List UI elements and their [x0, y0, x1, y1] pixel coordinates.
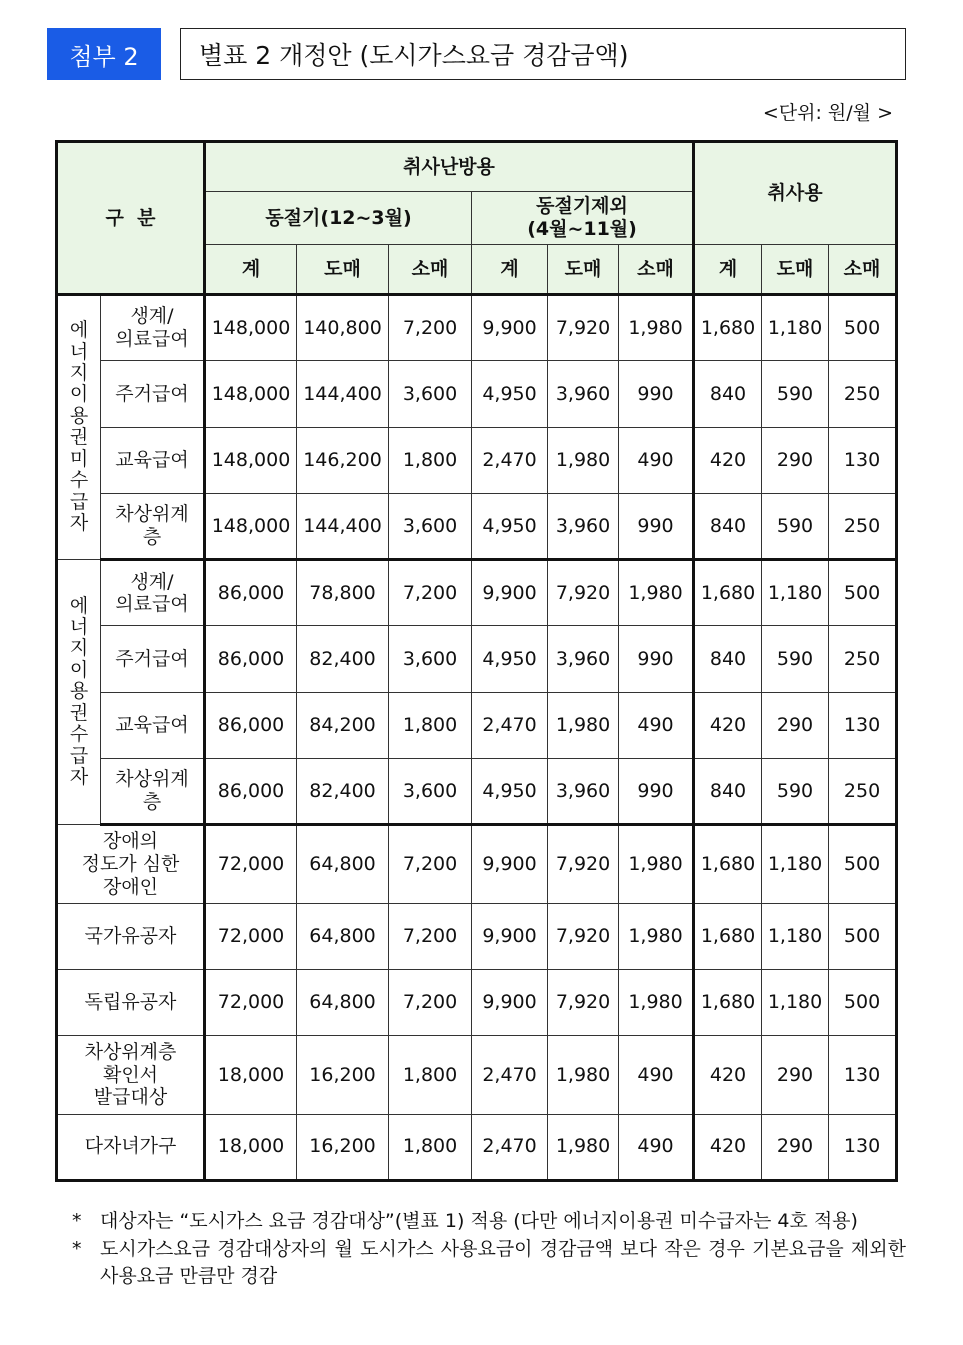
- cell-wholesale: 3,960: [548, 626, 619, 692]
- cell-retail: 1,980: [619, 903, 694, 969]
- cell-total: 2,470: [472, 1036, 548, 1114]
- table-row: [57, 903, 897, 969]
- cell-retail: 7,200: [389, 825, 472, 903]
- cell-total: 1,680: [694, 295, 762, 361]
- row-label: 장애의 정도가 심한 장애인: [57, 825, 205, 903]
- row-label: 주거급여: [101, 361, 205, 427]
- cell-wholesale: 1,980: [548, 427, 619, 493]
- cell-wholesale: 1,180: [762, 903, 829, 969]
- cell-wholesale: 290: [762, 692, 829, 758]
- cell-retail: 500: [829, 560, 897, 626]
- cell-total: 9,900: [472, 295, 548, 361]
- cell-total: 4,950: [472, 361, 548, 427]
- cell-wholesale: 590: [762, 626, 829, 692]
- table-row: [57, 295, 897, 361]
- header-wholesale: 도매: [548, 245, 619, 295]
- cell-total: 1,680: [694, 825, 762, 903]
- cell-wholesale: 290: [762, 1114, 829, 1180]
- cell-wholesale: 146,200: [297, 427, 389, 493]
- cell-total: 86,000: [205, 692, 297, 758]
- cell-retail: 500: [829, 903, 897, 969]
- cell-total: 72,000: [205, 903, 297, 969]
- cell-total: 148,000: [205, 427, 297, 493]
- cell-total: 18,000: [205, 1036, 297, 1114]
- cell-total: 840: [694, 759, 762, 825]
- cell-retail: 500: [829, 825, 897, 903]
- cell-wholesale: 16,200: [297, 1114, 389, 1180]
- cell-wholesale: 140,800: [297, 295, 389, 361]
- cell-wholesale: 7,920: [548, 970, 619, 1036]
- cell-retail: 7,200: [389, 970, 472, 1036]
- footnote-mark: *: [72, 1210, 82, 1232]
- cell-wholesale: 64,800: [297, 970, 389, 1036]
- cell-retail: 990: [619, 493, 694, 559]
- cell-retail: 990: [619, 626, 694, 692]
- cell-total: 840: [694, 493, 762, 559]
- section-label: [57, 560, 101, 825]
- header-non-winter: 동절기제외 (4월~11월): [472, 192, 694, 245]
- cell-wholesale: 290: [762, 1036, 829, 1114]
- cell-wholesale: 3,960: [548, 493, 619, 559]
- footnote-item: [72, 1208, 906, 1236]
- cell-wholesale: 82,400: [297, 626, 389, 692]
- table-row: [57, 970, 897, 1036]
- cell-retail: 3,600: [389, 493, 472, 559]
- cell-total: 4,950: [472, 759, 548, 825]
- footnote-item: [72, 1236, 906, 1291]
- cell-total: 148,000: [205, 361, 297, 427]
- cell-retail: 7,200: [389, 295, 472, 361]
- cell-retail: 250: [829, 626, 897, 692]
- cell-wholesale: 3,960: [548, 361, 619, 427]
- cell-wholesale: 590: [762, 361, 829, 427]
- cell-wholesale: 7,920: [548, 825, 619, 903]
- table-row: [57, 626, 897, 692]
- cell-retail: 3,600: [389, 626, 472, 692]
- section-label: [57, 295, 101, 560]
- cell-total: 9,900: [472, 825, 548, 903]
- cell-retail: 490: [619, 692, 694, 758]
- cell-wholesale: 7,920: [548, 295, 619, 361]
- header-category: 구 분: [57, 142, 205, 295]
- cell-retail: 1,980: [619, 295, 694, 361]
- cell-retail: 130: [829, 1114, 897, 1180]
- cell-retail: 1,980: [619, 970, 694, 1036]
- cell-total: 1,680: [694, 903, 762, 969]
- cell-retail: 130: [829, 692, 897, 758]
- cell-total: 9,900: [472, 970, 548, 1036]
- cell-wholesale: 1,980: [548, 692, 619, 758]
- header-cooking: 취사용: [694, 142, 897, 245]
- table-row: [57, 692, 897, 758]
- header-total: 계: [694, 245, 762, 295]
- cell-retail: 250: [829, 759, 897, 825]
- row-label: 교육급여: [101, 692, 205, 758]
- table-row: [57, 493, 897, 559]
- footnote-text: 도시가스요금 경감대상자의 월 도시가스 사용요금이 경감금액 보다 작은 경우 기본요금을 제외한 사용요금 만큼만 경감: [100, 1237, 906, 1288]
- table-row: [57, 825, 897, 903]
- table-row: [57, 560, 897, 626]
- cell-total: 840: [694, 626, 762, 692]
- cell-retail: 7,200: [389, 903, 472, 969]
- page-title: [180, 28, 906, 80]
- header-heating-cooking: 취사난방용: [205, 142, 694, 192]
- cell-total: 840: [694, 361, 762, 427]
- cell-total: 420: [694, 1036, 762, 1114]
- table-row: [57, 759, 897, 825]
- cell-total: 1,680: [694, 560, 762, 626]
- row-label: 생계/ 의료급여: [101, 560, 205, 626]
- header-wholesale: 도매: [297, 245, 389, 295]
- row-label: 국가유공자: [57, 903, 205, 969]
- cell-wholesale: 1,180: [762, 970, 829, 1036]
- cell-total: 9,900: [472, 903, 548, 969]
- row-label: 주거급여: [101, 626, 205, 692]
- cell-retail: 250: [829, 493, 897, 559]
- cell-total: 420: [694, 427, 762, 493]
- cell-total: 1,680: [694, 970, 762, 1036]
- cell-retail: 7,200: [389, 560, 472, 626]
- table-body: [57, 295, 897, 1181]
- cell-retail: 250: [829, 361, 897, 427]
- cell-wholesale: 290: [762, 427, 829, 493]
- cell-wholesale: 78,800: [297, 560, 389, 626]
- cell-total: 9,900: [472, 560, 548, 626]
- cell-total: 420: [694, 692, 762, 758]
- discount-table: [55, 140, 898, 1182]
- unit-label: <단위: 원/월 >: [762, 102, 893, 124]
- footnote-text: 대상자는 “도시가스 요금 경감대상”(별표 1) 적용 (다만 에너지이용권 미수급자는 4호 적용): [100, 1210, 858, 1232]
- footnotes: [72, 1208, 906, 1291]
- cell-total: 2,470: [472, 692, 548, 758]
- cell-wholesale: 144,400: [297, 361, 389, 427]
- cell-retail: 500: [829, 295, 897, 361]
- cell-retail: 1,800: [389, 1036, 472, 1114]
- cell-wholesale: 1,980: [548, 1114, 619, 1180]
- row-label: 차상위계층 확인서 발급대상: [57, 1036, 205, 1114]
- table-row: [57, 361, 897, 427]
- cell-retail: 500: [829, 970, 897, 1036]
- footnote-mark: *: [72, 1237, 82, 1260]
- header-total: 계: [472, 245, 548, 295]
- header-winter: 동절기(12~3월): [205, 192, 472, 245]
- cell-total: 86,000: [205, 626, 297, 692]
- cell-retail: 1,800: [389, 1114, 472, 1180]
- cell-total: 86,000: [205, 759, 297, 825]
- cell-wholesale: 1,180: [762, 295, 829, 361]
- cell-wholesale: 82,400: [297, 759, 389, 825]
- cell-wholesale: 590: [762, 759, 829, 825]
- cell-total: 18,000: [205, 1114, 297, 1180]
- cell-wholesale: 144,400: [297, 493, 389, 559]
- cell-total: 72,000: [205, 825, 297, 903]
- cell-total: 420: [694, 1114, 762, 1180]
- section-label-text: 에너지이용권수급자: [69, 594, 89, 789]
- row-label: 교육급여: [101, 427, 205, 493]
- row-label: 차상위계 층: [101, 493, 205, 559]
- cell-retail: 1,800: [389, 692, 472, 758]
- cell-retail: 1,980: [619, 560, 694, 626]
- cell-total: 2,470: [472, 427, 548, 493]
- row-label: 다자녀가구: [57, 1114, 205, 1180]
- cell-wholesale: 64,800: [297, 903, 389, 969]
- cell-wholesale: 64,800: [297, 825, 389, 903]
- cell-total: 4,950: [472, 626, 548, 692]
- cell-retail: 490: [619, 1036, 694, 1114]
- table-row: [57, 1036, 897, 1114]
- header-retail: 소매: [829, 245, 897, 295]
- section-label-text: 에너지이용권미수급자: [69, 319, 89, 535]
- header-retail: 소매: [389, 245, 472, 295]
- cell-retail: 490: [619, 1114, 694, 1180]
- table-row: [57, 427, 897, 493]
- cell-retail: 1,980: [619, 825, 694, 903]
- cell-wholesale: 7,920: [548, 560, 619, 626]
- cell-retail: 1,800: [389, 427, 472, 493]
- table-row: [57, 1114, 897, 1180]
- cell-retail: 490: [619, 427, 694, 493]
- cell-retail: 3,600: [389, 759, 472, 825]
- cell-wholesale: 590: [762, 493, 829, 559]
- cell-wholesale: 1,980: [548, 1036, 619, 1114]
- row-label: 생계/ 의료급여: [101, 295, 205, 361]
- cell-retail: 3,600: [389, 361, 472, 427]
- header-wholesale: 도매: [762, 245, 829, 295]
- header-total: 계: [205, 245, 297, 295]
- cell-retail: 990: [619, 361, 694, 427]
- cell-retail: 130: [829, 1036, 897, 1114]
- cell-wholesale: 3,960: [548, 759, 619, 825]
- cell-total: 4,950: [472, 493, 548, 559]
- cell-wholesale: 7,920: [548, 903, 619, 969]
- cell-total: 86,000: [205, 560, 297, 626]
- cell-total: 148,000: [205, 295, 297, 361]
- cell-wholesale: 1,180: [762, 560, 829, 626]
- cell-total: 2,470: [472, 1114, 548, 1180]
- header-retail: 소매: [619, 245, 694, 295]
- cell-retail: 130: [829, 427, 897, 493]
- cell-total: 72,000: [205, 970, 297, 1036]
- page-title-text: 별표 2 개정안 (도시가스요금 경감금액): [199, 41, 629, 70]
- cell-retail: 990: [619, 759, 694, 825]
- attachment-badge: 첨부 2: [47, 28, 161, 80]
- row-label: 독립유공자: [57, 970, 205, 1036]
- cell-total: 148,000: [205, 493, 297, 559]
- cell-wholesale: 1,180: [762, 825, 829, 903]
- row-label: 차상위계 층: [101, 759, 205, 825]
- cell-wholesale: 16,200: [297, 1036, 389, 1114]
- cell-wholesale: 84,200: [297, 692, 389, 758]
